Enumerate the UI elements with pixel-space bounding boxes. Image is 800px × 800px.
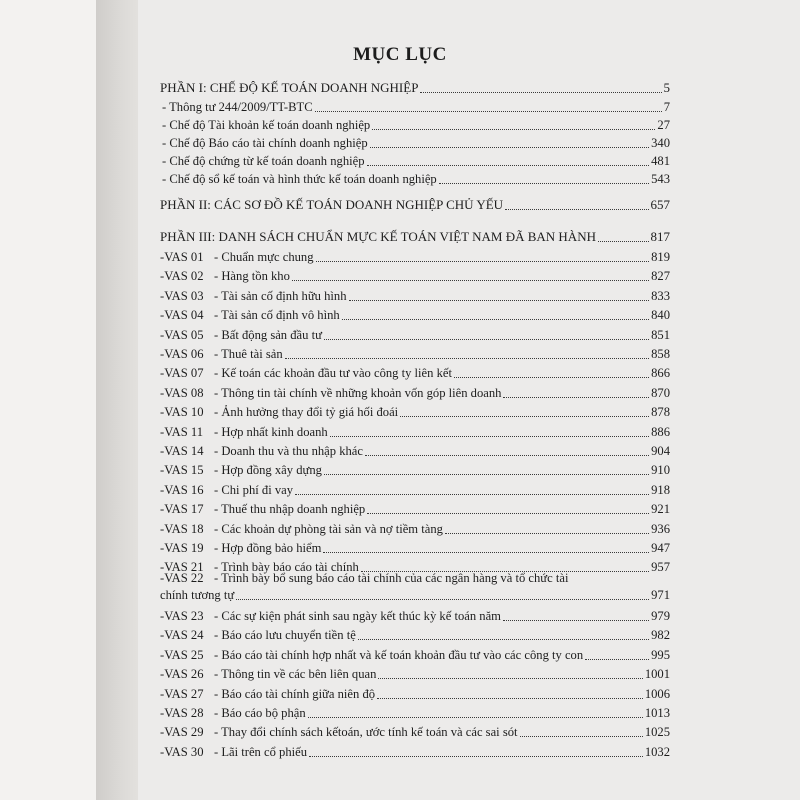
toc-item — [160, 269, 670, 284]
toc-item — [160, 405, 670, 420]
toc-part-label: PHẦN III: DANH SÁCH CHUẨN MỰC KẾ TOÁN VIỆT NAM ĐÃ BAN HÀNH — [160, 229, 596, 244]
toc-item — [160, 609, 670, 624]
dot-leader — [378, 678, 642, 679]
dot-leader — [598, 241, 649, 242]
toc-page-number: 1013 — [644, 706, 670, 720]
vas-code: -VAS 02 — [160, 269, 204, 284]
vas-title: - Báo cáo lưu chuyển tiền tệ — [214, 628, 356, 643]
vas-code: -VAS 21 — [160, 560, 204, 575]
toc-item: - Chế độ Báo cáo tài chính doanh nghiệp 340 — [162, 136, 670, 150]
dot-leader — [503, 397, 649, 398]
toc-page-number: 851 — [651, 327, 670, 342]
toc-page-number: 819 — [651, 250, 670, 264]
vas-code: -VAS 28 — [160, 706, 204, 720]
toc-item — [160, 483, 670, 498]
vas-code: -VAS 01 — [160, 250, 204, 264]
dot-leader — [236, 599, 649, 600]
toc-item — [160, 289, 670, 304]
vas-code: -VAS 14 — [160, 444, 204, 458]
vas-code: -VAS 15 — [160, 463, 204, 478]
toc-item: - Chế độ sổ kế toán và hình thức kế toán doanh nghiệp 543 — [162, 172, 670, 186]
toc-page-number: 947 — [651, 541, 670, 555]
vas-title: - Kế toán các khoản đầu tư vào công ty liên kết — [214, 366, 452, 381]
vas-code: -VAS 04 — [160, 308, 204, 323]
toc-page-number: 858 — [651, 347, 670, 361]
dot-leader — [349, 300, 650, 301]
vas-code: -VAS 07 — [160, 366, 204, 381]
dot-leader — [445, 533, 649, 534]
toc-page-number: 918 — [651, 482, 670, 497]
dot-leader — [377, 698, 643, 699]
vas-code: -VAS 27 — [160, 686, 204, 701]
toc-page-number: 982 — [651, 628, 670, 643]
vas-title: - Các khoản dự phòng tài sản và nợ tiềm tàng — [214, 521, 443, 536]
dot-leader — [367, 165, 650, 166]
vas-title: - Hợp đồng xây dựng — [214, 463, 322, 478]
dot-leader — [370, 147, 649, 148]
toc-page-number: 878 — [651, 405, 670, 420]
dot-leader — [315, 111, 662, 112]
dot-leader — [439, 183, 649, 184]
vas-title: - Ảnh hưởng thay đổi tỷ giá hối đoái — [214, 405, 399, 420]
vas-code: -VAS 26 — [160, 667, 204, 682]
vas-title: - Các sự kiện phát sinh sau ngày kết thúc kỳ kế toán năm — [214, 609, 501, 623]
vas-code: -VAS 16 — [160, 482, 204, 497]
toc-page-number: 936 — [651, 521, 670, 536]
toc-item — [160, 366, 670, 381]
dot-leader — [342, 319, 649, 320]
page-edge-shadow — [96, 0, 142, 800]
dot-leader — [520, 736, 643, 737]
vas-title: - Thông tin tài chính về những khoản vốn góp liên doanh — [214, 385, 502, 400]
toc-item: - Chế độ Tài khoản kế toán doanh nghiệp 27 — [162, 118, 670, 132]
dot-leader — [308, 717, 643, 718]
vas-title: - Chi phí đi vay — [214, 482, 294, 497]
toc-part-2 — [160, 197, 670, 213]
toc-item — [160, 386, 670, 401]
vas-title: - Chuẩn mực chung — [214, 250, 314, 264]
dot-leader — [324, 339, 649, 340]
dot-leader — [365, 455, 649, 456]
vas-title: - Báo cáo tài chính giữa niên độ — [214, 686, 376, 701]
toc-page-number: 5 — [663, 80, 670, 95]
dot-leader — [505, 209, 648, 210]
page-title: MỤC LỤC — [353, 44, 447, 65]
dot-leader — [372, 129, 655, 130]
vas-title: - Tài sản cố định vô hình — [214, 308, 340, 323]
toc-item — [160, 250, 670, 265]
dot-leader — [503, 620, 649, 621]
toc-item — [160, 522, 670, 537]
toc-page-number: 870 — [651, 385, 670, 400]
toc-item — [160, 648, 670, 663]
toc-part-1 — [160, 80, 670, 96]
vas-code: -VAS 30 — [160, 744, 204, 759]
toc-item — [160, 463, 670, 478]
toc-page-number: 1025 — [644, 725, 670, 740]
vas-title: - Thuê tài sản — [214, 347, 283, 361]
toc-item — [160, 706, 670, 721]
vas-code: -VAS 11 — [160, 424, 204, 439]
toc-page-number: 866 — [651, 366, 670, 381]
toc-page-number: 995 — [651, 647, 670, 662]
vas-title: - Trình bày báo cáo tài chính — [214, 560, 359, 575]
vas-code: -VAS 25 — [160, 647, 204, 662]
toc-part-label: PHẦN I: CHẾ ĐỘ KẾ TOÁN DOANH NGHIỆP — [160, 80, 419, 95]
toc-item — [160, 425, 670, 440]
toc-page-number: 957 — [651, 560, 670, 575]
vas-code: -VAS 23 — [160, 609, 204, 623]
dot-leader — [295, 494, 649, 495]
toc-page-number: 833 — [651, 288, 670, 303]
vas-title: - Báo cáo bộ phận — [214, 706, 306, 720]
toc-page-number: 840 — [651, 308, 670, 323]
toc-item: - Thông tư 244/2009/TT-BTC 7 — [162, 100, 670, 114]
vas-code: -VAS 05 — [160, 327, 204, 342]
toc-item — [160, 328, 670, 343]
vas-code: -VAS 17 — [160, 502, 204, 517]
toc-page-number: 817 — [650, 229, 670, 244]
toc-item — [160, 541, 670, 556]
toc-item-vas22-line2: chính tương tự 971 — [160, 588, 670, 602]
vas-title: - Hợp đồng bảo hiểm — [214, 541, 322, 555]
dot-leader — [309, 756, 643, 757]
toc-part-label: PHẦN II: CÁC SƠ ĐỒ KẾ TOÁN DOANH NGHIỆP CHỦ YẾU — [160, 197, 504, 212]
dot-leader — [330, 436, 649, 437]
vas-title: - Hợp nhất kinh doanh — [214, 424, 328, 439]
vas-title: - Doanh thu và thu nhập khác — [214, 444, 363, 458]
toc-page-number: 1001 — [644, 667, 670, 682]
vas-code: -VAS 08 — [160, 385, 204, 400]
vas-title: - Lãi trên cổ phiếu — [214, 744, 308, 759]
toc-item: - Chế độ chứng từ kế toán doanh nghiệp 481 — [162, 154, 670, 168]
toc-page-number: 1032 — [644, 744, 670, 759]
dot-leader — [358, 639, 649, 640]
toc-page-number: 657 — [650, 197, 670, 212]
dot-leader — [454, 377, 649, 378]
vas-code: -VAS 03 — [160, 288, 204, 303]
toc-page-number: 979 — [651, 609, 670, 623]
vas-code: -VAS 19 — [160, 541, 204, 555]
toc-item — [160, 444, 670, 459]
toc-page-number: 910 — [651, 463, 670, 478]
dot-leader — [585, 659, 649, 660]
toc-item-vas22-line1: -VAS 22 - Trình bày bổ sung báo cáo tài chính của các ngân hàng và tổ chức tài — [160, 571, 569, 585]
vas-title: - Thay đổi chính sách kếtoán, ước tính kế toán và các sai sót — [214, 725, 518, 740]
toc-page-number: 904 — [651, 444, 670, 458]
toc-item — [160, 687, 670, 702]
vas-title: - Thuế thu nhập doanh nghiệp — [214, 502, 366, 517]
toc-item — [160, 502, 670, 517]
vas-title: - Hàng tồn kho — [214, 269, 290, 284]
adjacent-page-gutter — [0, 0, 96, 800]
vas-code: -VAS 06 — [160, 347, 204, 361]
toc-item — [160, 347, 670, 362]
vas-title: - Báo cáo tài chính hợp nhất và kế toán khoản đầu tư vào các công ty con — [214, 647, 584, 662]
toc-item — [160, 725, 670, 740]
dot-leader — [324, 474, 649, 475]
vas-code: -VAS 24 — [160, 628, 204, 643]
toc-page-number: 827 — [651, 269, 670, 284]
vas-code: -VAS 18 — [160, 521, 204, 536]
toc-page-number: 886 — [651, 424, 670, 439]
toc-item — [160, 628, 670, 643]
dot-leader — [316, 261, 650, 262]
vas-title: - Thông tin về các bên liên quan — [214, 667, 377, 682]
dot-leader — [400, 416, 649, 417]
toc-page-number: 921 — [651, 502, 670, 517]
vas-code: -VAS 10 — [160, 405, 204, 420]
dot-leader — [367, 513, 649, 514]
dot-leader — [292, 280, 649, 281]
toc-item — [160, 745, 670, 760]
toc-item — [160, 308, 670, 323]
dot-leader — [420, 92, 661, 93]
vas-title: - Bất động sản đầu tư — [214, 327, 322, 342]
toc-part-3 — [160, 229, 670, 245]
dot-leader — [323, 552, 649, 553]
toc-page-number: 1006 — [644, 686, 670, 701]
toc-item — [160, 667, 670, 682]
dot-leader — [285, 358, 649, 359]
vas-title: - Tài sản cố định hữu hình — [214, 288, 347, 303]
vas-code: -VAS 29 — [160, 725, 204, 740]
